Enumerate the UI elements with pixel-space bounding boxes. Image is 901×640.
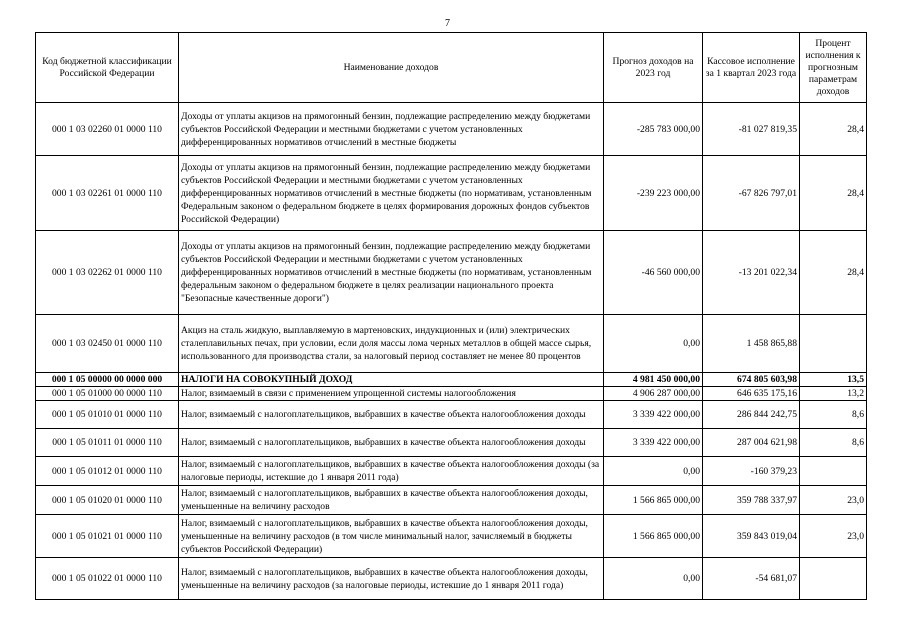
table-row [36, 457, 867, 486]
row-forecast: 0,00 [604, 457, 703, 486]
row-forecast: -239 223 000,00 [604, 156, 703, 231]
row-percent: 23,0 [800, 515, 867, 558]
row-execution: 646 635 175,16 [703, 387, 800, 401]
row-forecast: -285 783 000,00 [604, 103, 703, 156]
row-name: Доходы от уплаты акцизов на прямогонный бензин, подлежащие распределению между бюджетами субъектов Российской Федерации и местными бюджетами с учетом установленных дифференцированных нормативов отчислений в местные бюджеты [179, 103, 604, 156]
header-execution: Кассовое исполнение за 1 квартал 2023 года [703, 33, 800, 103]
row-code: 000 1 05 00000 00 0000 000 [36, 373, 179, 387]
row-percent: 28,4 [800, 231, 867, 315]
row-name: Налог, взимаемый с налогоплательщиков, выбравших в качестве объекта налогообложения доходы [179, 429, 604, 457]
row-forecast: 1 566 865 000,00 [604, 515, 703, 558]
table-row [36, 486, 867, 515]
row-execution: -13 201 022,34 [703, 231, 800, 315]
table-row [36, 156, 867, 231]
row-execution: -160 379,23 [703, 457, 800, 486]
row-name: Налог, взимаемый с налогоплательщиков, выбравших в качестве объекта налогообложения доходы (за налоговые периоды, истекшие до 1 января 2011 года) [179, 457, 604, 486]
row-name: Налог, взимаемый с налогоплательщиков, выбравших в качестве объекта налогообложения доходы, уменьшенные на величину расходов (за налоговые периоды, истекшие до 1 января 2011 года) [179, 558, 604, 600]
row-percent: 8,6 [800, 429, 867, 457]
row-code: 000 1 05 01012 01 0000 110 [36, 457, 179, 486]
row-forecast: 3 339 422 000,00 [604, 429, 703, 457]
table-row [36, 558, 867, 600]
row-code: 000 1 03 02260 01 0000 110 [36, 103, 179, 156]
row-forecast: 0,00 [604, 315, 703, 373]
header-percent: Процент исполнения к прогнозным параметрам доходов [800, 33, 867, 103]
row-code: 000 1 03 02261 01 0000 110 [36, 156, 179, 231]
row-code: 000 1 05 01011 01 0000 110 [36, 429, 179, 457]
table-row [36, 103, 867, 156]
row-execution: 287 004 621,98 [703, 429, 800, 457]
table-header-row [36, 33, 867, 103]
row-execution: 1 458 865,88 [703, 315, 800, 373]
row-code: 000 1 03 02450 01 0000 110 [36, 315, 179, 373]
row-percent: 23,0 [800, 486, 867, 515]
header-name: Наименование доходов [179, 33, 604, 103]
row-name: Налог, взимаемый с налогоплательщиков, выбравших в качестве объекта налогообложения доходы, уменьшенные на величину расходов (в том числе минимальный налог, зачисляемый в бюджеты субъектов Российской Федерации) [179, 515, 604, 558]
row-code: 000 1 05 01000 00 0000 110 [36, 387, 179, 401]
table-row-total [36, 373, 867, 387]
row-name: Налог, взимаемый в связи с применением упрощенной системы налогообложения [179, 387, 604, 401]
table-row [36, 387, 867, 401]
header-forecast: Прогноз доходов на 2023 год [604, 33, 703, 103]
row-percent [800, 315, 867, 373]
row-forecast: 3 339 422 000,00 [604, 401, 703, 429]
row-name: Доходы от уплаты акцизов на прямогонный бензин, подлежащие распределению между бюджетами субъектов Российской Федерации и местными бюджетами с учетом установленных дифференцированных нормативов отчислений в местные бюджеты (по нормативам, установленным федеральным законом о федеральном бюджете в целях реализации национального проекта "Безопасные качественные дороги") [179, 231, 604, 315]
row-percent [800, 558, 867, 600]
row-code: 000 1 05 01010 01 0000 110 [36, 401, 179, 429]
table-row [36, 231, 867, 315]
table-row [36, 429, 867, 457]
row-name: Налог, взимаемый с налогоплательщиков, выбравших в качестве объекта налогообложения доходы [179, 401, 604, 429]
table-row [36, 401, 867, 429]
row-code: 000 1 05 01022 01 0000 110 [36, 558, 179, 600]
row-percent: 8,6 [800, 401, 867, 429]
row-code: 000 1 03 02262 01 0000 110 [36, 231, 179, 315]
row-percent: 13,2 [800, 387, 867, 401]
row-forecast: 0,00 [604, 558, 703, 600]
row-forecast: 4 906 287 000,00 [604, 387, 703, 401]
row-name: Акциз на сталь жидкую, выплавляемую в мартеновских, индукционных и (или) электрических сталеплавильных печах, при условии, если доля массы лома черных металлов в общей массе сырья, использованного для производства стали, за налоговый период составляет не менее 80 процентов [179, 315, 604, 373]
revenue-table [35, 32, 867, 600]
row-forecast: 4 981 450 000,00 [604, 373, 703, 387]
row-forecast: 1 566 865 000,00 [604, 486, 703, 515]
row-execution: 359 788 337,97 [703, 486, 800, 515]
header-code: Код бюджетной классификации Российской Федерации [36, 33, 179, 103]
row-percent [800, 457, 867, 486]
row-execution: 359 843 019,04 [703, 515, 800, 558]
row-name: Доходы от уплаты акцизов на прямогонный бензин, подлежащие распределению между бюджетами субъектов Российской Федерации и местными бюджетами с учетом установленных дифференцированных нормативов отчислений в местные бюджеты (по нормативам, установленным Федеральным законом о федеральном бюджете в целях формирования дорожных фондов субъектов Российской Федерации) [179, 156, 604, 231]
row-percent: 28,4 [800, 156, 867, 231]
row-code: 000 1 05 01021 01 0000 110 [36, 515, 179, 558]
table-row [36, 315, 867, 373]
row-execution: -54 681,07 [703, 558, 800, 600]
row-code: 000 1 05 01020 01 0000 110 [36, 486, 179, 515]
row-name: Налог, взимаемый с налогоплательщиков, выбравших в качестве объекта налогообложения доходы, уменьшенные на величину расходов [179, 486, 604, 515]
row-execution: -81 027 819,35 [703, 103, 800, 156]
page-number: 7 [445, 18, 450, 29]
row-execution: 674 805 603,98 [703, 373, 800, 387]
row-forecast: -46 560 000,00 [604, 231, 703, 315]
row-percent: 28,4 [800, 103, 867, 156]
row-name: НАЛОГИ НА СОВОКУПНЫЙ ДОХОД [179, 373, 604, 387]
table-row [36, 515, 867, 558]
row-execution: -67 826 797,01 [703, 156, 800, 231]
row-percent: 13,5 [800, 373, 867, 387]
row-execution: 286 844 242,75 [703, 401, 800, 429]
